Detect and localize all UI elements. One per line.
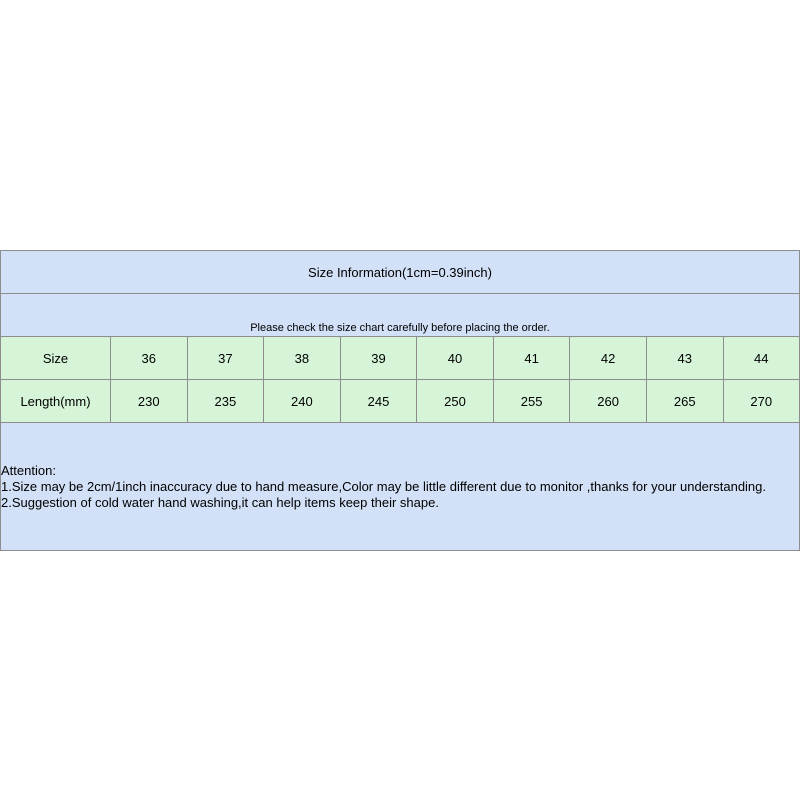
size-cell: 42 — [570, 337, 647, 379]
size-cell: 37 — [188, 337, 265, 379]
size-cell: 43 — [647, 337, 724, 379]
length-row-label: Length(mm) — [1, 380, 111, 422]
size-chart-title: Size Information(1cm=0.39inch) — [308, 264, 492, 280]
length-cell: 250 — [417, 380, 494, 422]
length-cell: 265 — [647, 380, 724, 422]
length-cell: 230 — [111, 380, 188, 422]
size-cell: 39 — [341, 337, 418, 379]
size-cell: 44 — [724, 337, 800, 379]
size-cell: 40 — [417, 337, 494, 379]
length-cell: 235 — [188, 380, 265, 422]
size-cell: 41 — [494, 337, 571, 379]
size-chart-title-row — [0, 250, 800, 294]
length-cell: 240 — [264, 380, 341, 422]
length-row — [0, 379, 800, 423]
size-chart — [0, 250, 800, 551]
attention-section — [0, 422, 800, 551]
size-row-label: Size — [1, 337, 111, 379]
length-cell: 245 — [341, 380, 418, 422]
attention-line: 1.Size may be 2cm/1inch inaccuracy due to hand measure,Color may be little different due to monitor ,thanks for your understanding. — [1, 479, 767, 494]
size-cell: 38 — [264, 337, 341, 379]
size-cell: 36 — [111, 337, 188, 379]
length-cell: 270 — [724, 380, 800, 422]
attention-line: 2.Suggestion of cold water hand washing,it can help items keep their shape. — [1, 495, 439, 510]
size-row — [0, 336, 800, 380]
size-chart-note: Please check the size chart carefully before placing the order. — [250, 322, 550, 334]
attention-heading: Attention: — [1, 463, 56, 478]
length-cell: 260 — [570, 380, 647, 422]
size-chart-note-row — [0, 293, 800, 337]
length-cell: 255 — [494, 380, 571, 422]
